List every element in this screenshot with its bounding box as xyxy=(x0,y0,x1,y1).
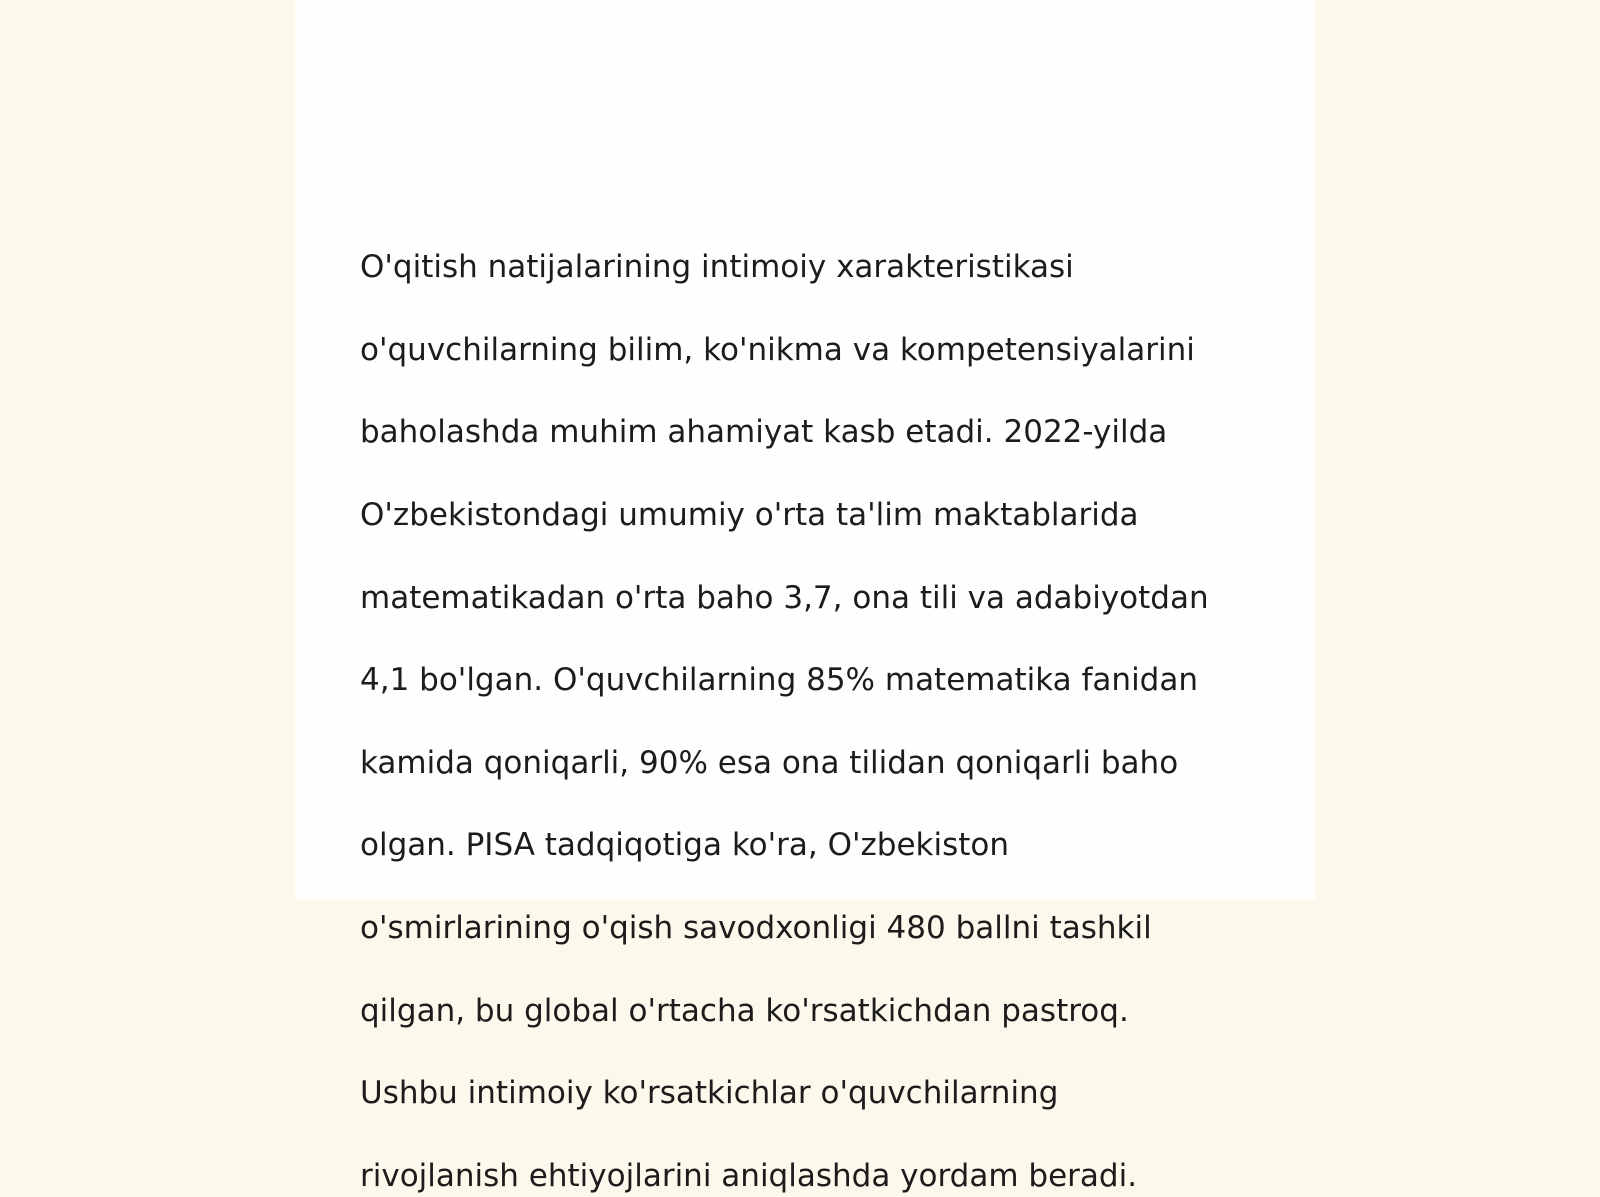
paragraph-line: Ushbu intimoiy ko'rsatkichlar o'quvchilarning xyxy=(360,1075,1059,1112)
paragraph-line: baholashda muhim ahamiyat kasb etadi. 2022-yilda xyxy=(360,414,1168,451)
paragraph-line: qilgan, bu global o'rtacha ko'rsatkichdan pastroq. xyxy=(360,992,1129,1029)
paragraph-line: o'smirlarining o'qish savodxonligi 480 ballni tashkil xyxy=(360,910,1152,947)
paragraph-line: 4,1 bo'lgan. O'quvchilarning 85% matematika fanidan xyxy=(360,662,1198,699)
paragraph-line: O'qitish natijalarining intimoiy xarakteristikasi xyxy=(360,249,1074,286)
paragraph-line: rivojlanish ehtiyojlarini aniqlashda yordam beradi. xyxy=(360,1157,1138,1194)
body-paragraph xyxy=(360,206,1250,1197)
paragraph-line: olgan. PISA tadqiqotiga ko'ra, O'zbekiston xyxy=(360,827,1010,864)
document-page xyxy=(295,0,1315,1194)
paragraph-line: O'zbekistondagi umumiy o'rta ta'lim maktablarida xyxy=(360,497,1139,534)
paragraph-line: kamida qoniqarli, 90% esa ona tilidan qoniqarli baho xyxy=(360,744,1179,781)
paragraph-line: o'quvchilarning bilim, ko'nikma va kompetensiyalarini xyxy=(360,331,1195,368)
paragraph-line: matematikadan o'rta baho 3,7, ona tili va adabiyotdan xyxy=(360,579,1209,616)
